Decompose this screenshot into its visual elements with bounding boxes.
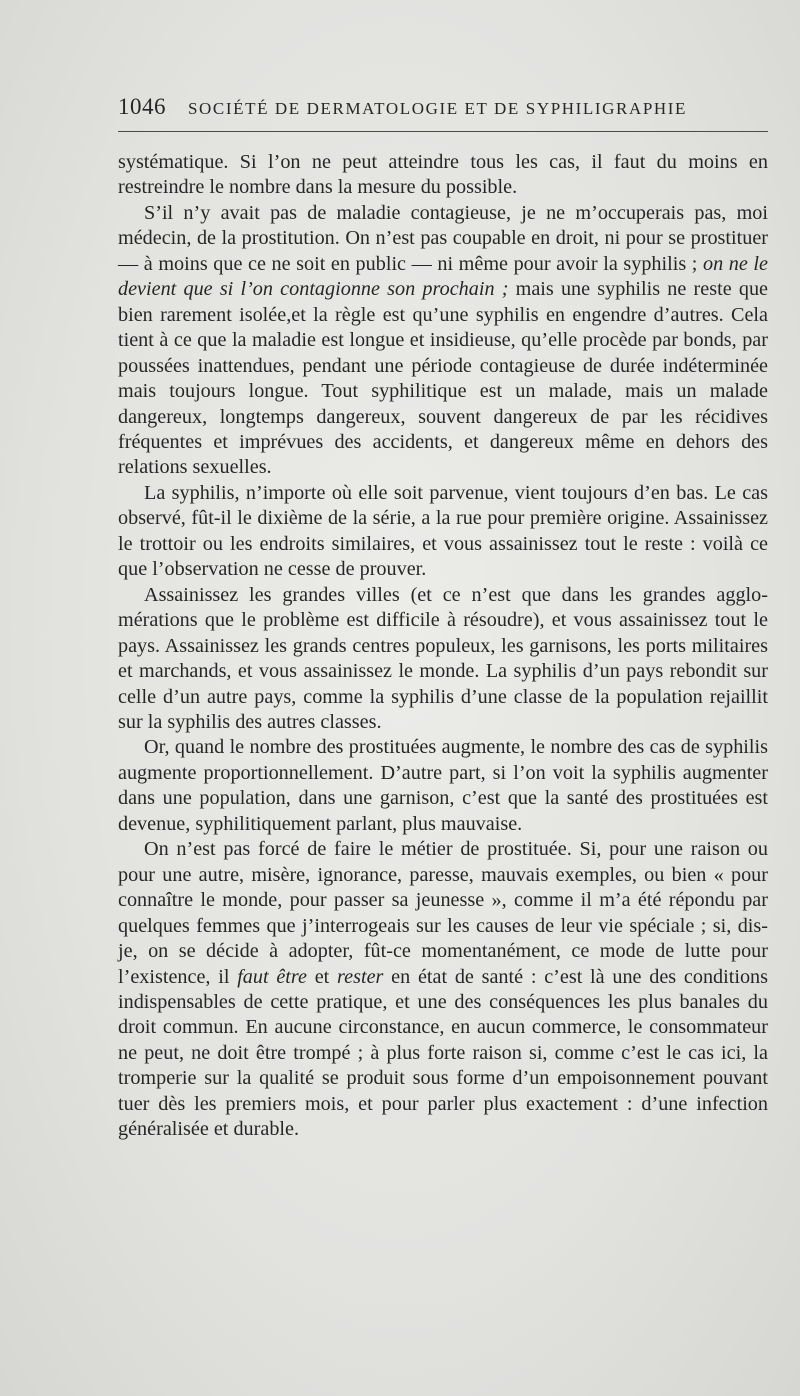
italic-phrase: on ne le devient que si l’on contagionne son prochain ; [118, 252, 768, 301]
italic-phrase: rester [337, 965, 384, 988]
body-text [118, 150, 768, 1143]
paragraph: systématique. Si l’on ne peut atteindre tous les cas, il faut du moins en restreindre le nombre dans la mesure du possible. [118, 151, 768, 199]
header-rule [118, 131, 768, 132]
paragraph: S’il n’y avait pas de maladie contagieuse, je ne m’occuperais pas, moi médecin, de la prostitution. On n’est pas coupable en droit, ni pour se prostituer — à moins que ce ne soit en public — ni même pour avoir la syphilis ; on ne le devient que si l’on contagionne son prochain ; mais une syphilis ne reste que bien rarement isolée,et la règle est qu’une syphilis en engendre d’autres. Cela tient à ce que la maladie est longue et insidieuse, qu’elle procède par bonds, par poussées inattendues, pendant une période contagieuse de durée indéterminée mais toujours longue. Tout syphilitique est un malade, mais un malade dangereux, longtemps dangereux, souvent dangereux de par les récidives fréquentes et imprévues des accidents, et dangereux même en dehors des relations sexuelles. [118, 201, 768, 479]
running-title: SOCIÉTÉ DE DERMATOLOGIE ET DE SYPHILIGRAPHIE [188, 99, 688, 118]
paragraph: On n’est pas forcé de faire le métier de prostituée. Si, pour une raison ou pour une autre, misère, ignorance, paresse, mauvais exemples, ou bien « pour connaître le monde, pour passer sa jeunesse », comme il m’a été répondu par quelques femmes que j’interrogeais sur les causes de leur vie spéciale ; si, dis-je, on se décide à adopter, fût-ce momentanément, ce mode de lutte pour l’existence, il faut être et rester en état de santé : c’est là une des conditions indispensables de cette pratique, et une des conséquences les plus banales du droit commun. En aucune circonstance, en aucun commerce, le consommateur ne peut, ne doit être trompé ; à plus forte raison si, comme c’est le cas ici, la tromperie sur la qualité se produit sous forme d’un empoisonnement pouvant tuer dès les premiers mois, et pour parler plus exactement : d’une infection généralisée et durable. [118, 838, 769, 1141]
paragraph: Or, quand le nombre des prostituées augmente, le nombre des cas de syphilis augmente proportionnellement. D’autre part, si l’on voit la syphilis augmenter dans une population, dans une garnison, c’est que la santé des prostituées est devenue, syphilitiquement parlant, plus mauvaise. [118, 736, 768, 835]
page-number: 1046 [118, 94, 166, 119]
paragraph: La syphilis, n’importe où elle soit parvenue, vient toujours d’en bas. Le cas observé, fût-il le dixième de la série, a la rue pour première origine. Assainissez le trottoir ou les endroits similaires, et vous assainissez tout le reste : voilà ce que l’observation ne cesse de prouver. [118, 481, 768, 581]
paragraph: Assainissez les grandes villes (et ce n’est que dans les grandes agglomérations que le problème est difficile à résoudre), et vous assainissez tout le pays. Assainissez les grands centres populeux, les garnisons, les ports militaires et marchands, et vous assainissez le monde. La syphilis d’un pays rebondit sur celle d’un autre pays, comme la syphilis d’une classe de la population rejaillit sur la syphilis des autres classes. [118, 583, 768, 733]
page-header [118, 94, 768, 120]
italic-phrase: faut être [237, 965, 307, 988]
